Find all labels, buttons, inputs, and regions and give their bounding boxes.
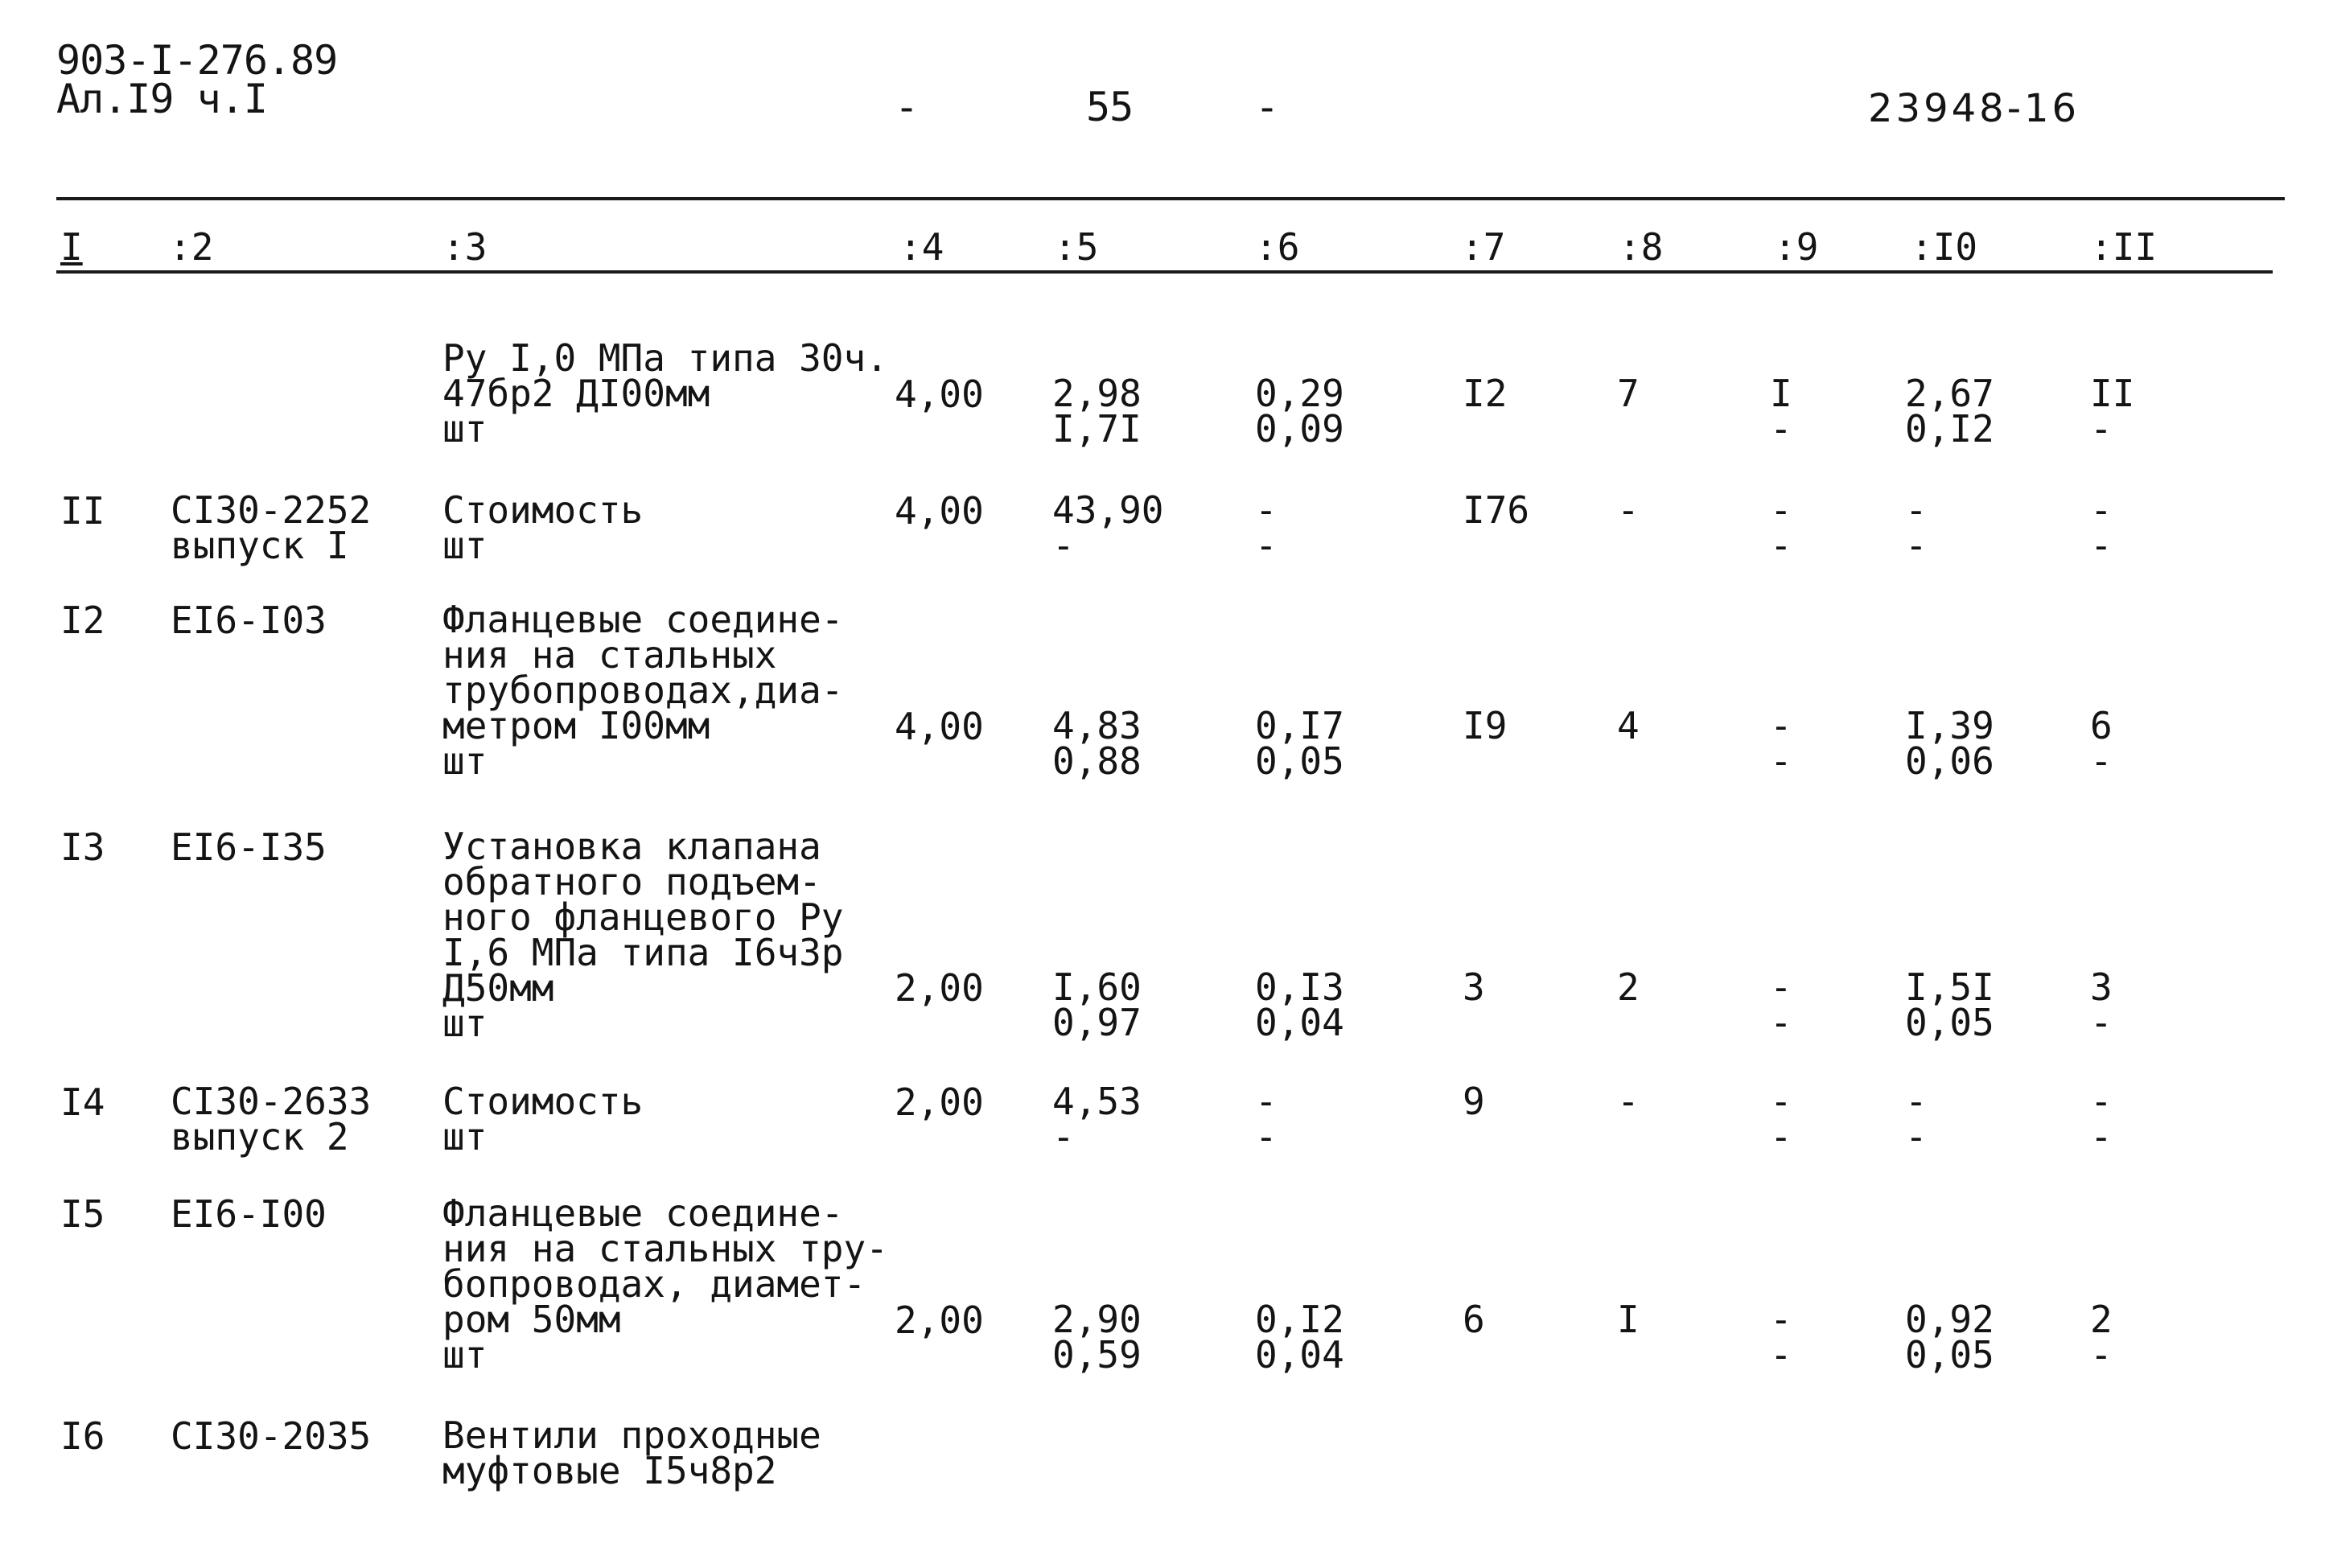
row-col8: 4 [1617, 704, 1640, 747]
row-col6: 0,29 0,09 [1255, 372, 1344, 451]
document-code: 903-I-276.89 [56, 37, 338, 84]
row-quantity: 2,00 [895, 1080, 984, 1124]
row-code: СI30-2035 [171, 1414, 372, 1458]
row-number: II [60, 489, 105, 533]
column-header-4: :4 [899, 225, 944, 269]
row-col11: 6 - [2090, 704, 2113, 783]
row-description: Фланцевые соедине- ния на стальных трубопроводах,диа- метром I00мм шт [442, 598, 844, 783]
row-col11: 2 - [2090, 1298, 2113, 1377]
row-col8: - [1617, 1080, 1640, 1123]
row-number: I5 [60, 1192, 105, 1236]
row-col10: I,39 0,06 [1905, 704, 1994, 783]
row-col8: 2 [1617, 965, 1640, 1009]
row-col7: 3 [1463, 965, 1485, 1009]
row-col5: 2,98 I,7I [1052, 372, 1142, 451]
column-header-6: :6 [1255, 225, 1300, 269]
row-col11: 3 - [2090, 965, 2113, 1044]
row-description: Вентили проходные муфтовые I5ч8р2 [442, 1414, 821, 1492]
row-col5: I,60 0,97 [1052, 965, 1142, 1044]
row-number: I6 [60, 1414, 105, 1458]
row-col6: - - [1255, 488, 1278, 567]
column-header-7: :7 [1461, 225, 1506, 269]
row-col5: 4,83 0,88 [1052, 704, 1142, 783]
row-col11: - - [2090, 488, 2113, 567]
row-number: I3 [60, 825, 105, 869]
row-col7: 6 [1463, 1298, 1485, 1341]
row-description: Ру I,0 МПа типа 30ч. 47бр2 ДI00мм шт [442, 336, 888, 451]
row-number: I4 [60, 1080, 105, 1124]
top-rule [56, 197, 2285, 200]
row-col6: - - [1255, 1080, 1278, 1159]
row-code: СI30-2633 выпуск 2 [171, 1080, 372, 1159]
row-col10: - - [1905, 1080, 1928, 1159]
row-col9: - - [1770, 965, 1792, 1044]
archive-number: 23948-16 [1868, 86, 2080, 131]
row-code: ЕI6-I00 [171, 1192, 327, 1236]
column-header-11: :II [2090, 225, 2158, 269]
row-col8: - [1617, 488, 1640, 532]
row-col10: 2,67 0,I2 [1905, 372, 1994, 451]
row-description: Фланцевые соедине- ния на стальных тру- бопроводах, диамет- ром 50мм шт [442, 1191, 888, 1377]
row-col9: I - [1770, 372, 1792, 451]
row-col11: II - [2090, 372, 2135, 451]
page-number: 55 [1086, 84, 1134, 130]
row-col5: 4,53 - [1052, 1080, 1142, 1159]
row-col9: - - [1770, 1080, 1792, 1159]
row-col7: 9 [1463, 1080, 1485, 1123]
row-description: Стоимость шт [442, 1080, 644, 1159]
row-col9: - - [1770, 704, 1792, 783]
row-description: Установка клапана обратного подъем- ного фланцевого Ру I,6 МПа типа I6ч3р Д50мм шт [442, 825, 844, 1045]
row-number: I2 [60, 599, 105, 642]
column-header-5: :5 [1054, 225, 1099, 269]
row-col11: - - [2090, 1080, 2113, 1159]
column-header-2: :2 [169, 225, 214, 269]
column-header-8: :8 [1619, 225, 1664, 269]
row-col5: 43,90 - [1052, 488, 1164, 567]
row-quantity: 4,00 [895, 705, 984, 748]
row-quantity: 2,00 [895, 1298, 984, 1342]
row-col10: - - [1905, 488, 1928, 567]
row-col5: 2,90 0,59 [1052, 1298, 1142, 1377]
row-code: ЕI6-I35 [171, 825, 327, 869]
row-quantity: 4,00 [895, 372, 984, 416]
header-dash-left: - [895, 84, 919, 130]
row-col8: 7 [1617, 372, 1640, 415]
row-description: Стоимость шт [442, 488, 644, 567]
row-col6: 0,I7 0,05 [1255, 704, 1344, 783]
row-code: СI30-2252 выпуск I [171, 488, 372, 567]
column-header-10: :I0 [1911, 225, 1978, 269]
row-col6: 0,I3 0,04 [1255, 965, 1344, 1044]
row-quantity: 4,00 [895, 489, 984, 533]
column-header-3: :3 [442, 225, 488, 269]
row-code: ЕI6-I03 [171, 599, 327, 642]
row-col7: I76 [1463, 488, 1530, 532]
sheet-reference: Ал.I9 ч.I [56, 76, 267, 122]
row-col10: I,5I 0,05 [1905, 965, 1994, 1044]
row-col9: - - [1770, 488, 1792, 567]
row-col10: 0,92 0,05 [1905, 1298, 1994, 1377]
row-col9: - - [1770, 1298, 1792, 1377]
row-col6: 0,I2 0,04 [1255, 1298, 1344, 1377]
header-rule [56, 270, 2273, 274]
row-col7: I9 [1463, 704, 1508, 747]
column-header-9: :9 [1774, 225, 1819, 269]
header-dash-right: - [1255, 84, 1279, 130]
row-quantity: 2,00 [895, 966, 984, 1010]
row-col7: I2 [1463, 372, 1508, 415]
row-col8: I [1617, 1298, 1640, 1341]
column-header-1: I [60, 225, 83, 269]
